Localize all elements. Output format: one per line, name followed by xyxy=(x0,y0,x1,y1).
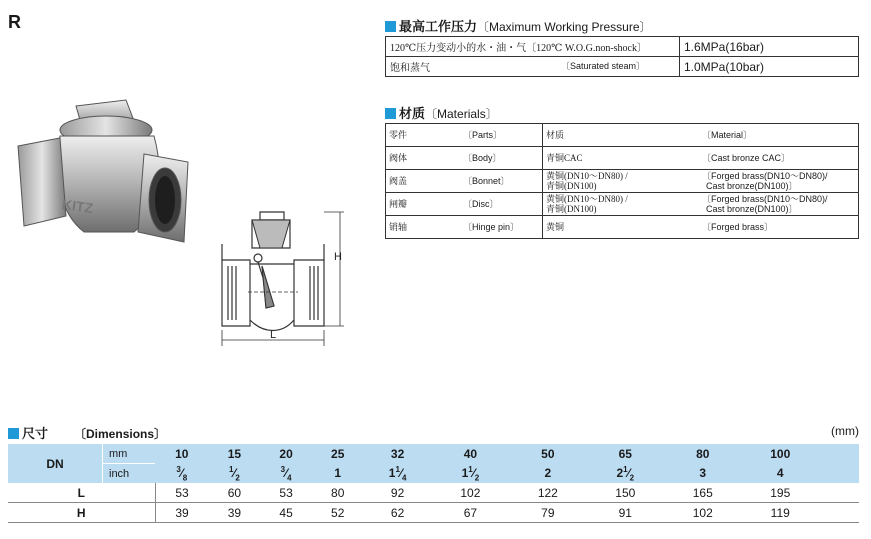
mm-cell: 40 xyxy=(432,444,509,464)
inch-cell: $^3⁄_4$ xyxy=(260,464,312,484)
h-cell: 62 xyxy=(364,503,432,523)
pressure-value: 1.0MPa(10bar) xyxy=(680,57,859,77)
section-drawing xyxy=(212,208,348,348)
section-square-icon xyxy=(8,428,19,439)
dim-h-row xyxy=(8,503,859,523)
valve-photo xyxy=(14,92,192,252)
materials-title: 材质〔Materials〕 xyxy=(385,103,498,122)
inch-cell: $^3⁄_8$ xyxy=(155,464,209,484)
brand-mark: KITZ xyxy=(61,196,95,217)
mm-cell: 15 xyxy=(209,444,261,464)
dim-h-label: H xyxy=(334,251,342,263)
materials-header-row: 零件 〔Parts〕 材质 〔Material〕 xyxy=(386,124,859,147)
inch-cell: 4 xyxy=(741,464,819,484)
pressure-value: 1.6MPa(16bar) xyxy=(680,37,859,57)
inch-label: inch xyxy=(103,464,156,484)
inch-cell: $2^1⁄_2$ xyxy=(587,464,664,484)
h-cell: 79 xyxy=(509,503,586,523)
pressure-row xyxy=(386,37,859,57)
h-cell: 52 xyxy=(312,503,364,523)
inch-cell: 3 xyxy=(664,464,741,484)
dim-mm-row xyxy=(8,444,859,464)
l-cell: 102 xyxy=(432,483,509,503)
pressure-title: 最高工作压力〔Maximum Working Pressure〕 xyxy=(385,16,652,35)
inch-cell: $1^1⁄_2$ xyxy=(432,464,509,484)
pressure-table xyxy=(385,36,859,77)
materials-row: 销轴 〔Hinge pin〕 黄铜 〔Forged brass〕 xyxy=(386,216,859,239)
l-cell: 80 xyxy=(312,483,364,503)
dim-l-row xyxy=(8,483,859,503)
l-cell: 53 xyxy=(155,483,209,503)
l-cell: 92 xyxy=(364,483,432,503)
inch-cell: 1 xyxy=(312,464,364,484)
dim-l-label: L xyxy=(270,329,277,341)
mm-cell: 65 xyxy=(587,444,664,464)
mm-label: mm xyxy=(103,444,156,464)
pressure-label: 120℃压力变动小的水・油・气〔120℃ W.O.G.non-shock〕 xyxy=(386,37,680,57)
mm-cell: 10 xyxy=(155,444,209,464)
l-cell: 165 xyxy=(664,483,741,503)
h-cell: 119 xyxy=(741,503,819,523)
unit-note: (mm) xyxy=(831,424,859,438)
mm-cell: 100 xyxy=(741,444,819,464)
materials-row: 阀盖 〔Bonnet〕 黄铜(DN10～DN80) / 青铜(DN100) 〔Forged brass(DN10～DN80)/ Cast bronze(DN100)〕 xyxy=(386,170,859,193)
h-cell: 45 xyxy=(260,503,312,523)
model-code: R xyxy=(8,12,21,32)
inch-cell: $1^1⁄_4$ xyxy=(364,464,432,484)
h-cell: 67 xyxy=(432,503,509,523)
mm-cell: 32 xyxy=(364,444,432,464)
pressure-label: 饱和蒸气 〔Saturated steam〕 xyxy=(386,57,680,77)
dimensions-title: 尺寸 〔Dimensions〕 xyxy=(8,423,166,442)
h-cell: 91 xyxy=(587,503,664,523)
l-cell: 195 xyxy=(741,483,819,503)
materials-table xyxy=(385,123,859,239)
inch-cell: 2 xyxy=(509,464,586,484)
mm-cell: 20 xyxy=(260,444,312,464)
materials-row: 闸瓣 〔Disc〕 黄铜(DN10～DN80) / 青铜(DN100) 〔Forged brass(DN10～DN80)/ Cast bronze(DN100)〕 xyxy=(386,193,859,216)
pressure-row xyxy=(386,57,859,77)
h-cell: 102 xyxy=(664,503,741,523)
h-cell: 39 xyxy=(155,503,209,523)
h-cell: 39 xyxy=(209,503,261,523)
section-square-icon xyxy=(385,21,396,32)
l-cell: 53 xyxy=(260,483,312,503)
materials-row: 阀体 〔Body〕 青铜CAC 〔Cast bronze CAC〕 xyxy=(386,147,859,170)
inch-cell: $^1⁄_2$ xyxy=(209,464,261,484)
dim-inch-row xyxy=(8,464,859,484)
l-cell: 60 xyxy=(209,483,261,503)
section-square-icon xyxy=(385,108,396,119)
mm-cell: 80 xyxy=(664,444,741,464)
dn-label: DN xyxy=(8,444,103,483)
h-row-label: H xyxy=(8,503,155,523)
dimensions-table xyxy=(8,444,859,523)
mm-cell: 50 xyxy=(509,444,586,464)
l-row-label: L xyxy=(8,483,155,503)
mm-cell: 25 xyxy=(312,444,364,464)
l-cell: 150 xyxy=(587,483,664,503)
l-cell: 122 xyxy=(509,483,586,503)
